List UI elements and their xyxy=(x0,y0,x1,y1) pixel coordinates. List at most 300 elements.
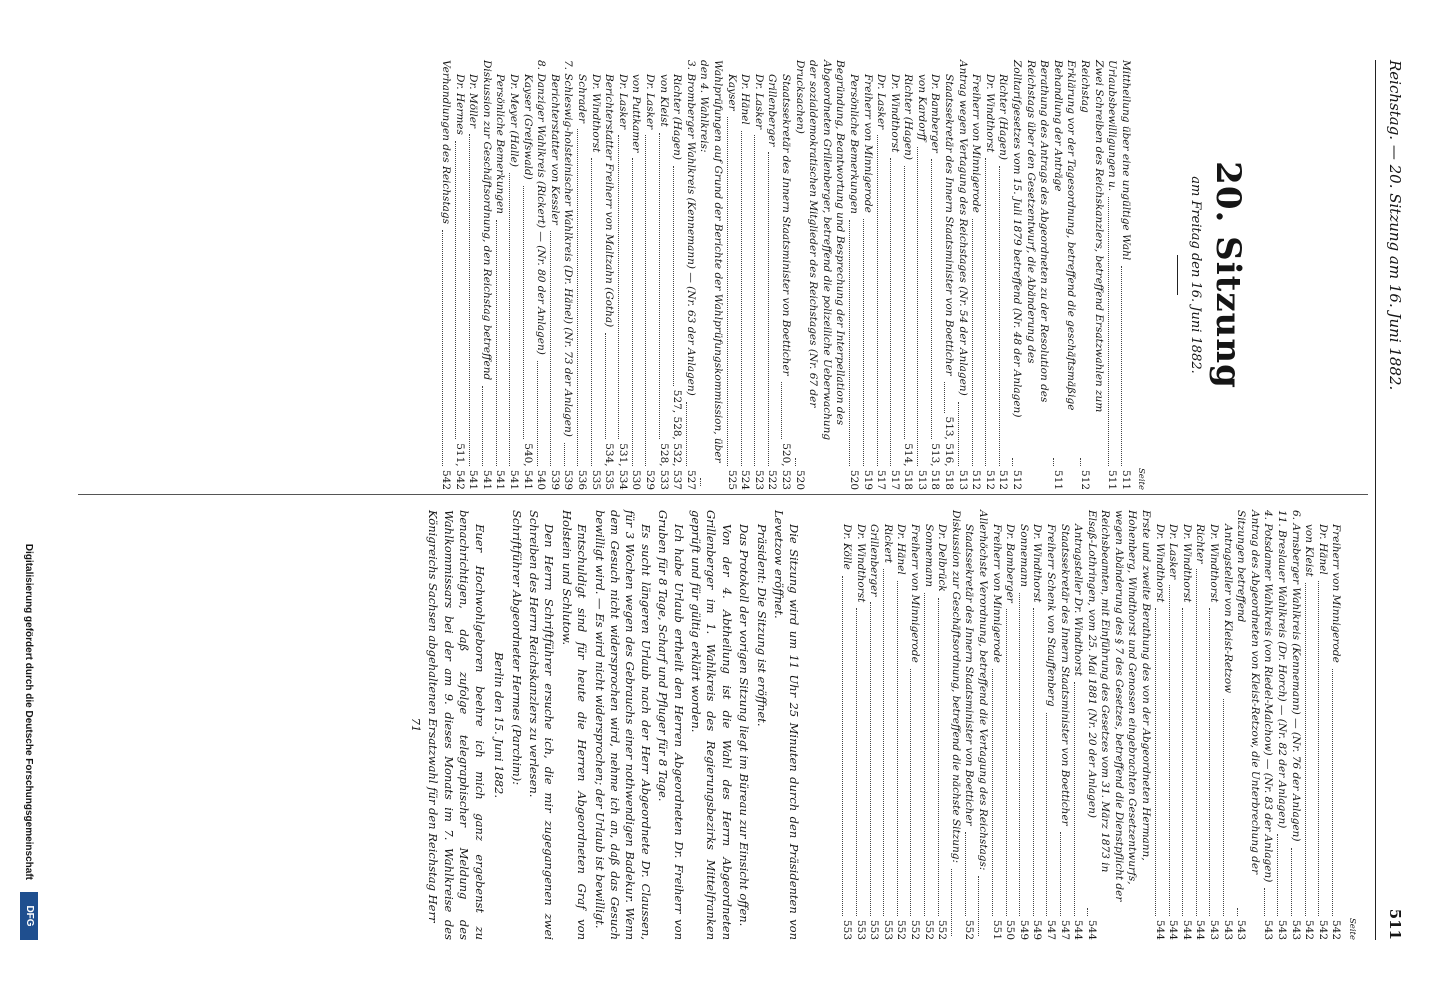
toc-entry-page: 513 xyxy=(956,469,969,490)
toc-entry-text: Erklärung vor der Tagesordnung, betreffend die geschäftsmäßige Behandlung der Anträge xyxy=(1051,60,1078,411)
toc-entry-page: 550 xyxy=(1004,919,1017,940)
toc-entry-text: Grillenberger xyxy=(766,74,779,147)
toc-entry-text: von Kleist xyxy=(657,74,670,127)
toc-entry xyxy=(493,60,507,490)
toc-entry-page: 543 xyxy=(1262,919,1275,940)
toc-leader-dots xyxy=(1012,458,1013,466)
toc-entry-text: Erste und zweite Berathung des von der Abgeordneten Hermann, Hohenberg, Windthorst und Genossen eingebrachten Gesetzentwurfs, wegen Abänderung des § 7 des Gesetzes, betreffend die Dienstpflicht der Reichsbeamten, mit Einführung des Gesetzes vom 31. März 1873 in Elsaß-Lothringen, vom 25. Mai 1881 (Nr. 20 der Anlagen) xyxy=(1085,510,1153,902)
toc-entry-text: 11. Breslauer Wahlkreis (Dr. Horch) — (Nr. 82 der Anlagen) xyxy=(1276,510,1289,829)
toc-entry-text: Rickert xyxy=(881,524,894,563)
toc-entry-page: 544 xyxy=(1072,919,1085,940)
toc-entry xyxy=(955,60,969,490)
toc-entry-page: 512 xyxy=(983,469,996,490)
toc-entry xyxy=(547,60,561,490)
toc-entry-text: Dr. Hänel xyxy=(1316,524,1329,575)
toc-leader-dots xyxy=(856,608,857,916)
toc-entry-page: 553 xyxy=(868,919,881,940)
toc-entry-page: 543 xyxy=(1276,919,1289,940)
toc-entry xyxy=(1030,510,1044,940)
toc-entry-page: 512 xyxy=(997,469,1010,490)
toc-entry-page: 543 xyxy=(1208,919,1221,940)
protocol-paragraph: Das Protokoll der vorigen Sitzung liegt im Büreau zur Einsicht offen. xyxy=(737,524,752,927)
toc-entry-page: 531, 534 xyxy=(616,443,629,490)
toc-leader-dots xyxy=(999,166,1000,466)
protocol-paragraph: Entschuldigt sind für heute die Herren Abgeordneten Graf von Holstein und Schlutow. xyxy=(559,510,590,940)
toc-entry xyxy=(996,60,1010,490)
toc-entry xyxy=(935,510,949,940)
right-column xyxy=(408,510,1358,940)
toc-entry-page: 520 xyxy=(793,469,806,490)
toc-entry xyxy=(1152,510,1166,940)
toc-entry xyxy=(792,60,846,490)
toc-entry-page: 512 xyxy=(1079,469,1092,490)
toc-leader-dots xyxy=(781,382,782,440)
toc-leader-dots xyxy=(972,219,973,466)
toc-entry xyxy=(914,60,928,490)
toc-entry-text: von Kleist xyxy=(1303,524,1316,577)
toc-entry-page: 553 xyxy=(854,919,867,940)
toc-entry xyxy=(765,60,779,490)
digitization-footer xyxy=(10,60,40,940)
toc-entry-text: Kayser xyxy=(725,74,738,111)
toc-leader-dots xyxy=(659,133,660,439)
toc-entry-text: Sonnemann xyxy=(922,524,935,587)
toc-leader-dots xyxy=(849,220,850,466)
toc-entry-text: Staatssekretär des Innern Staatsminister von Boetticher xyxy=(943,74,956,376)
toc-entry-page: 530 xyxy=(630,469,643,490)
toc-entry-text: Freiherr von Minnigerode xyxy=(1330,524,1343,663)
toc-entry-page: 544 xyxy=(1167,919,1180,940)
toc-entry xyxy=(778,60,792,490)
toc-entry-text: von Puttkamer xyxy=(630,74,643,153)
toc-entry-page: 520, 523 xyxy=(779,443,792,490)
toc-leader-dots xyxy=(1108,197,1109,466)
toc-entry-text: Berichterstatter von Kessler xyxy=(548,74,561,225)
toc-leader-dots xyxy=(1291,848,1292,916)
toc-leader-dots xyxy=(992,669,993,916)
toc-entry-text: Dr. Lasker xyxy=(644,74,657,130)
toc-entry-page: 541 xyxy=(494,469,507,490)
toc-leader-dots xyxy=(1033,608,1034,916)
toc-entry-text: Dr. Bamberger xyxy=(929,74,942,153)
protocol-paragraph: Die Sitzung wird um 11 Uhr 25 Minuten durch den Präsidenten von Levetzow eröffnet. xyxy=(772,510,802,940)
toc-entry-page: 511 xyxy=(1106,469,1119,490)
toc-entry xyxy=(853,510,867,940)
toc-entry-text: Persönliche Bemerkungen xyxy=(494,74,507,214)
toc-entry-text: Sonnemann xyxy=(1017,524,1030,587)
toc-entry-text: Richter xyxy=(1194,524,1207,564)
toc-entry xyxy=(839,510,853,940)
toc-entry-text: Dr. Windthorst xyxy=(1208,524,1221,603)
toc-entry-page: 549 xyxy=(1031,919,1044,940)
letter-place-date: Berlin den 15. Juni 1882. xyxy=(492,651,507,799)
toc-leader-dots xyxy=(910,669,911,916)
sheet-number: 71 xyxy=(409,717,424,733)
toc-leader-dots xyxy=(1209,608,1210,916)
toc-entry-page: 541 xyxy=(508,469,521,490)
dfg-logo: DFG xyxy=(20,892,38,940)
toc-entry xyxy=(1003,510,1017,940)
toc-entry-text: Antragsteller von Kleist-Retzow xyxy=(1221,524,1234,694)
toc-entry-text: Urlaubsbewilligungen u. xyxy=(1106,60,1119,192)
toc-entry-page: 535 xyxy=(589,469,602,490)
toc-entry-page: 539 xyxy=(548,469,561,490)
toc-entry xyxy=(520,60,534,490)
toc-leader-dots xyxy=(951,869,952,936)
toc-leader-dots xyxy=(523,186,524,439)
toc-entry-page: 547 xyxy=(1058,919,1071,940)
toc-entry-page: 553 xyxy=(841,919,854,940)
header-rule xyxy=(1375,60,1376,940)
protocol-paragraph: Ich habe Urlaub ertheilt den Herren Abgeordneten Dr. Freiherr von Gruben für 8 Tage, Scharf und Pfluger für 8 Tage. xyxy=(656,510,686,940)
toc-entry-page: 544 xyxy=(1153,919,1166,940)
toc-entry xyxy=(724,60,738,490)
seite-label-left: Seite xyxy=(1136,467,1147,490)
toc-leader-dots xyxy=(537,361,538,466)
letter xyxy=(408,510,506,940)
toc-leader-dots xyxy=(1277,834,1278,916)
toc-entry-page: 543 xyxy=(1235,919,1248,940)
toc-leader-dots xyxy=(1264,888,1265,916)
toc-entry xyxy=(901,60,915,490)
toc-leader-dots xyxy=(768,152,769,466)
toc-leader-dots xyxy=(978,876,979,936)
toc-entry xyxy=(479,60,493,490)
toc-entry-text: Diskussion zur Geschäftsordnung, den Reichstag betreffend xyxy=(480,60,493,381)
toc-entry xyxy=(1302,510,1316,940)
toc-entry xyxy=(880,510,894,940)
toc-entry-page: 544 xyxy=(1194,919,1207,940)
toc-leader-dots xyxy=(632,158,633,466)
column-divider xyxy=(78,494,1368,495)
toc-leader-dots xyxy=(686,402,687,466)
toc-entry xyxy=(982,60,996,490)
toc-entry xyxy=(466,60,480,490)
toc-entry xyxy=(1274,510,1288,940)
toc-leader-dots xyxy=(917,147,918,466)
toc-leader-dots xyxy=(510,173,511,466)
toc-entry xyxy=(921,510,935,940)
toc-entry-text: von Kardorff xyxy=(915,74,928,141)
toc-entry xyxy=(561,60,575,490)
toc-leader-dots xyxy=(1121,266,1122,466)
toc-leader-dots xyxy=(605,333,606,439)
toc-entry-page: 527, 528, 532, 537 xyxy=(671,389,684,490)
toc-leader-dots xyxy=(673,166,674,386)
toc-entry-page: 520 xyxy=(847,469,860,490)
toc-entry xyxy=(1179,510,1193,940)
toc-entry xyxy=(602,60,616,490)
toc-entry xyxy=(1118,60,1132,490)
toc-entry-page: 540 xyxy=(535,469,548,490)
toc-leader-dots xyxy=(1332,669,1333,916)
letter-body: Euer Hochwohlgeboren beehre ich mich ganz ergebenst zu benachrichtigen, daß zufolge telegraphischer Meldung des Wahlkommissars bei der am 9. dieses Monats im 7. Wahlkreise des Königreichs Sachsen abgehaltenen Ersatzwahl für den Reichstag Herr xyxy=(426,510,487,940)
toc-entry-text: Persönliche Bemerkungen xyxy=(847,74,860,214)
toc-leader-dots xyxy=(877,135,878,466)
toc-leader-dots xyxy=(958,402,959,466)
toc-leader-dots xyxy=(469,134,470,466)
toc-entry xyxy=(1071,510,1085,940)
toc-entry-text: Dr. Hänel xyxy=(895,524,908,575)
toc-entry xyxy=(629,60,643,490)
toc-entry xyxy=(738,60,752,490)
toc-entry-text: Dr. Windthorst xyxy=(854,524,867,603)
toc-leader-dots xyxy=(1006,609,1007,916)
toc-entry xyxy=(969,60,983,490)
toc-entry xyxy=(507,60,521,490)
running-title: Reichstag. — 20. Sitzung am 16. Juni 1882. xyxy=(1386,60,1404,391)
toc-entry-page: 547 xyxy=(1044,919,1057,940)
toc-leader-dots xyxy=(1155,608,1156,916)
toc-entry-text: Diskussion zur Geschäftsordnung, betreffend die nächste Sitzung: xyxy=(949,510,962,864)
seite-label-right: Seite xyxy=(1347,917,1357,940)
toc-entry-text: Dr. Windthorst xyxy=(1180,524,1193,603)
toc-entry xyxy=(907,510,921,940)
toc-leader-dots xyxy=(1053,458,1054,466)
toc-entry-page: 553 xyxy=(881,919,894,940)
toc-entry-page: 517 xyxy=(888,469,901,490)
toc-entry-text: Mittheilung über eine ungültige Wahl xyxy=(1119,60,1132,261)
toc-entry xyxy=(1084,510,1152,940)
toc-entry-text: Antrag wegen Vertagung des Reichstages (Nr. 54 der Anlagen) xyxy=(956,60,969,396)
toc-entry-page: 542 xyxy=(440,469,453,490)
running-header xyxy=(1378,60,1404,940)
toc-entry-page: 514, 518 xyxy=(902,443,915,490)
toc-entry xyxy=(683,60,697,490)
toc-leader-dots xyxy=(945,382,946,413)
toc-entry xyxy=(975,510,989,940)
toc-entry xyxy=(1288,510,1302,940)
toc-entry-page: 541 xyxy=(480,469,493,490)
toc-entry-text: Dr. Windthorst xyxy=(1031,524,1044,603)
toc-leader-dots xyxy=(985,158,986,466)
toc-entry-page: 552 xyxy=(895,919,908,940)
toc-leader-dots xyxy=(741,131,742,466)
toc-entry xyxy=(874,60,888,490)
toc-entry xyxy=(615,60,629,490)
toc-leader-dots xyxy=(795,458,796,466)
toc-entry-text: Dr. Delbrück xyxy=(936,524,949,592)
toc-entry xyxy=(697,60,724,490)
toc-entry-page: 513, 518 xyxy=(929,443,942,490)
toc-entry xyxy=(588,60,602,490)
toc-entry-text: Allerhöchste Verordnung, betreffend die Vertagung des Reichstags: xyxy=(976,510,989,871)
toc-entry-text: Dr. Windthorst xyxy=(983,74,996,153)
toc-entry-text: Dr. Möller xyxy=(467,74,480,128)
toc-entry-text: Staatssekretär des Innern Staatsminister von Boetticher xyxy=(779,74,792,376)
toc-entry-text: Dr. Lasker xyxy=(752,74,765,130)
toc-entry xyxy=(942,60,956,490)
toc-entry xyxy=(1077,60,1104,490)
toc-entry xyxy=(534,60,548,490)
toc-leader-dots xyxy=(591,158,592,466)
toc-entry-page: 528, 533 xyxy=(657,443,670,490)
toc-leader-dots xyxy=(1169,585,1170,916)
toc-entry-page: 511 xyxy=(1119,469,1132,490)
toc-entry-text: Zwei Schreiben des Reichskanzlers, betreffend Ersatzwahlen zum Reichstag xyxy=(1079,60,1105,413)
title-rule xyxy=(1177,255,1178,295)
toc-entry xyxy=(1206,510,1220,940)
toc-leader-dots xyxy=(931,159,932,439)
left-column xyxy=(439,60,1358,490)
toc-leader-dots xyxy=(890,158,891,466)
toc-entry-page: 540, 541 xyxy=(521,443,534,490)
toc-entry xyxy=(1261,510,1275,940)
toc-leader-dots xyxy=(938,598,939,916)
toc-entry-text: Freiherr von Minnigerode xyxy=(990,524,1003,663)
toc-entry-text: Freiherr von Minnigerode xyxy=(909,524,921,663)
toc-entry-page: 542 xyxy=(1316,919,1329,940)
toc-entry-text: Dr. Lasker xyxy=(1167,524,1180,580)
toc-entry xyxy=(1234,510,1261,940)
toc-entry-text: Staatssekretär des Innern Staatsminister von Boetticher xyxy=(1058,524,1071,826)
toc-entry-text: Staatssekretär des Innern Staatsminister von Boetticher xyxy=(963,524,976,826)
toc-entry-page: 517 xyxy=(875,469,888,490)
toc-entry-page: 552 xyxy=(936,919,949,940)
toc-entry xyxy=(989,510,1003,940)
toc-leader-dots xyxy=(965,832,966,916)
toc-entry-text: Dr. Bamberger xyxy=(1004,524,1017,603)
sitzung-title: 20. Sitzung xyxy=(1208,161,1248,389)
toc-entry-page: 549 xyxy=(1017,919,1030,940)
toc-left-list xyxy=(439,60,1132,490)
toc-entry-page: 524 xyxy=(739,469,752,490)
toc-entry-page: 551 xyxy=(990,919,1003,940)
toc-entry-page: 512 xyxy=(970,469,983,490)
sitzung-subtitle: am Freitag den 16. Juni 1882. xyxy=(1188,176,1203,374)
toc-leader-dots xyxy=(1080,458,1081,466)
toc-entry xyxy=(574,60,588,490)
toc-leader-dots xyxy=(897,581,898,916)
toc-entry-page: 511, 542 xyxy=(453,443,466,490)
toc-entry xyxy=(656,60,670,490)
toc-entry-text: Freiherr von Minnigerode xyxy=(970,74,983,213)
toc-leader-dots xyxy=(442,230,443,466)
toc-entry-text: Grillenberger xyxy=(868,524,881,597)
toc-entry-page: 542 xyxy=(1303,919,1316,940)
toc-leader-dots xyxy=(645,135,646,466)
toc-entry-text: Verhandlungen des Reichstags xyxy=(440,60,453,225)
toc-entry-text: Freiherr von Minnigerode xyxy=(861,74,874,213)
toc-entry-text: 6. Arnsberger Wahlkreis (Kennemann) — (Nr. 76 der Anlagen) xyxy=(1289,510,1302,842)
toc-entry-text: Begründung, Beantwortung und Besprechung der Interpellation des Abgeordneten Grillenberger, betreffend die polizeiliche Ueberwachung der sozialdemokratischen Mitglieder des Reichstages (Nr. 67 der Drucksachen) xyxy=(793,60,847,441)
toc-entry-page: 511 xyxy=(1051,469,1064,490)
toc-entry xyxy=(670,60,684,490)
toc-leader-dots xyxy=(1237,908,1238,916)
toc-entry-page: 536 xyxy=(576,469,589,490)
toc-leader-dots xyxy=(1305,583,1306,916)
toc-entry-page: 512 xyxy=(1011,469,1024,490)
toc-entry-page: 552 xyxy=(922,919,935,940)
toc-entry-page: 522 xyxy=(766,469,779,490)
toc-entry xyxy=(1057,510,1071,940)
toc-entry-text: Berathung des Antrags des Abgeordneten zu der Resolution des Reichstags über den Gesetzentwurf, die Abänderung des Zolltarifgesetzes vom 15. Juli 1879 betreffend (Nr. 48 der Anlagen) xyxy=(1011,60,1051,418)
toc-entry-text: Freiherr Schenk von Stauffenberg xyxy=(1044,524,1057,707)
toc-leader-dots xyxy=(1074,682,1075,916)
toc-leader-dots xyxy=(727,117,728,466)
toc-leader-dots xyxy=(754,135,755,466)
page-number: 511 xyxy=(1386,908,1404,940)
toc-entry xyxy=(887,60,901,490)
protocol-paragraph: Es sucht längeren Urlaub nach der Herr Abgeordnete Dr. Claussen, für 3 Wochen wegen des Gebrauchs einer nothwendigen Badekur. Wenn dem Gesuch nicht widersprochen wird, nehme ich an, daß das Gesuch bewilligt wird. — Es wird nicht widersprochen; der Urlaub ist bewilligt. xyxy=(592,510,653,940)
toc-entry-page: 552 xyxy=(963,919,976,940)
toc-entry-text: Berichterstatter Freiherr von Maltzahn (Gotha) xyxy=(603,74,616,328)
toc-entry-text: 7. Schleswig-holsteinischer Wahlkreis (Dr. Hänel) (Nr. 73 der Anlagen) xyxy=(562,60,575,437)
toc-entry xyxy=(948,510,962,940)
toc-entry-text: 4. Potsdamer Wahlkreis (von Riedel-Malchow) — (Nr. 83 der Anlagen) xyxy=(1262,510,1275,883)
toc-entry xyxy=(1193,510,1207,940)
protocol-paragraph: Präsident: Die Sitzung ist eröffnet. xyxy=(754,524,769,727)
toc-entry-page: 525 xyxy=(725,469,738,490)
toc-leader-dots xyxy=(1196,569,1197,916)
toc-leader-dots xyxy=(455,141,456,439)
toc-leader-dots xyxy=(1087,908,1088,916)
protocol-paragraph: Den Herrn Schriftführer ersuche ich, die mir zugegangenen zwei Schreiben des Herrn Reichskanzlers zu verlesen. xyxy=(526,510,557,940)
toc-entry xyxy=(860,60,874,490)
toc-entry-text: Dr. Windthorst xyxy=(589,74,602,153)
toc-entry-page: 541 xyxy=(467,469,480,490)
toc-leader-dots xyxy=(1318,581,1319,916)
toc-entry xyxy=(1329,510,1343,940)
toc-entry-text: Dr. Lasker xyxy=(875,74,888,130)
toc-entry-text: Dr. Hermes xyxy=(453,74,466,135)
toc-right-list xyxy=(839,510,1342,940)
toc-leader-dots xyxy=(482,386,483,466)
dfg-credit: Digitalisierung gefördert durch die Deutsche Forschungsgemeinschaft xyxy=(23,543,34,880)
toc-entry-page: 529 xyxy=(644,469,657,490)
toc-entry xyxy=(1166,510,1180,940)
toc-entry xyxy=(1043,510,1057,940)
toc-entry-text: Dr. Meyer (Halle) xyxy=(508,74,521,167)
toc-leader-dots xyxy=(863,219,864,466)
toc-entry-text: Dr. Windthorst xyxy=(888,74,901,153)
toc-entry-text: Kayser (Greifswald) xyxy=(521,74,534,180)
protocol-paragraph: Von der 4. Abtheilung ist die Wahl des Herrn Abgeordneten Grillenberger im 1. Wahlkreis des Regierungsbezirks Mittelfranken geprüft und für gültig erklärt worden. xyxy=(689,510,734,940)
toc-entry-text: 8. Danziger Wahlkreis (Rickert) — (Nr. 80 der Anlagen) xyxy=(535,60,548,355)
toc-entry xyxy=(846,60,860,490)
toc-entry xyxy=(894,510,908,940)
toc-entry-page: 543 xyxy=(1289,919,1302,940)
toc-entry-text: Antrag des Abgeordneten von Kleist-Retzow, die Unterbrechung der Sitzungen betreffend xyxy=(1235,510,1261,875)
toc-leader-dots xyxy=(577,129,578,466)
toc-entry-text: Antragsteller Dr. Windthorst xyxy=(1072,524,1085,677)
toc-leader-dots xyxy=(564,443,565,466)
toc-leader-dots xyxy=(1046,713,1047,916)
toc-leader-dots xyxy=(924,593,925,916)
toc-entry-page: 544 xyxy=(1180,919,1193,940)
toc-entry xyxy=(452,60,466,490)
toc-entry xyxy=(928,60,942,490)
toc-entry-page: 542 xyxy=(1330,919,1343,940)
toc-entry-page: 539 xyxy=(562,469,575,490)
toc-leader-dots xyxy=(550,231,551,466)
protocol-text xyxy=(508,510,801,940)
toc-entry-page: 513, 516, 518 xyxy=(943,416,956,490)
toc-leader-dots xyxy=(618,135,619,439)
toc-entry-page: 513 xyxy=(915,469,928,490)
toc-entry-page: 534, 535 xyxy=(603,443,616,490)
toc-leader-dots xyxy=(496,220,497,466)
toc-entry xyxy=(439,60,453,490)
toc-entry xyxy=(1315,510,1329,940)
toc-entry-page: 523 xyxy=(752,469,765,490)
toc-entry xyxy=(1016,510,1030,940)
toc-leader-dots xyxy=(1182,608,1183,916)
toc-leader-dots xyxy=(1060,832,1061,916)
toc-entry-text: Schrader xyxy=(576,74,589,124)
toc-entry-text: Richter (Hagen) xyxy=(671,74,684,161)
protocol-paragraph: Schriftführer Abgeordneter Hermes (Parchim): xyxy=(509,510,524,786)
